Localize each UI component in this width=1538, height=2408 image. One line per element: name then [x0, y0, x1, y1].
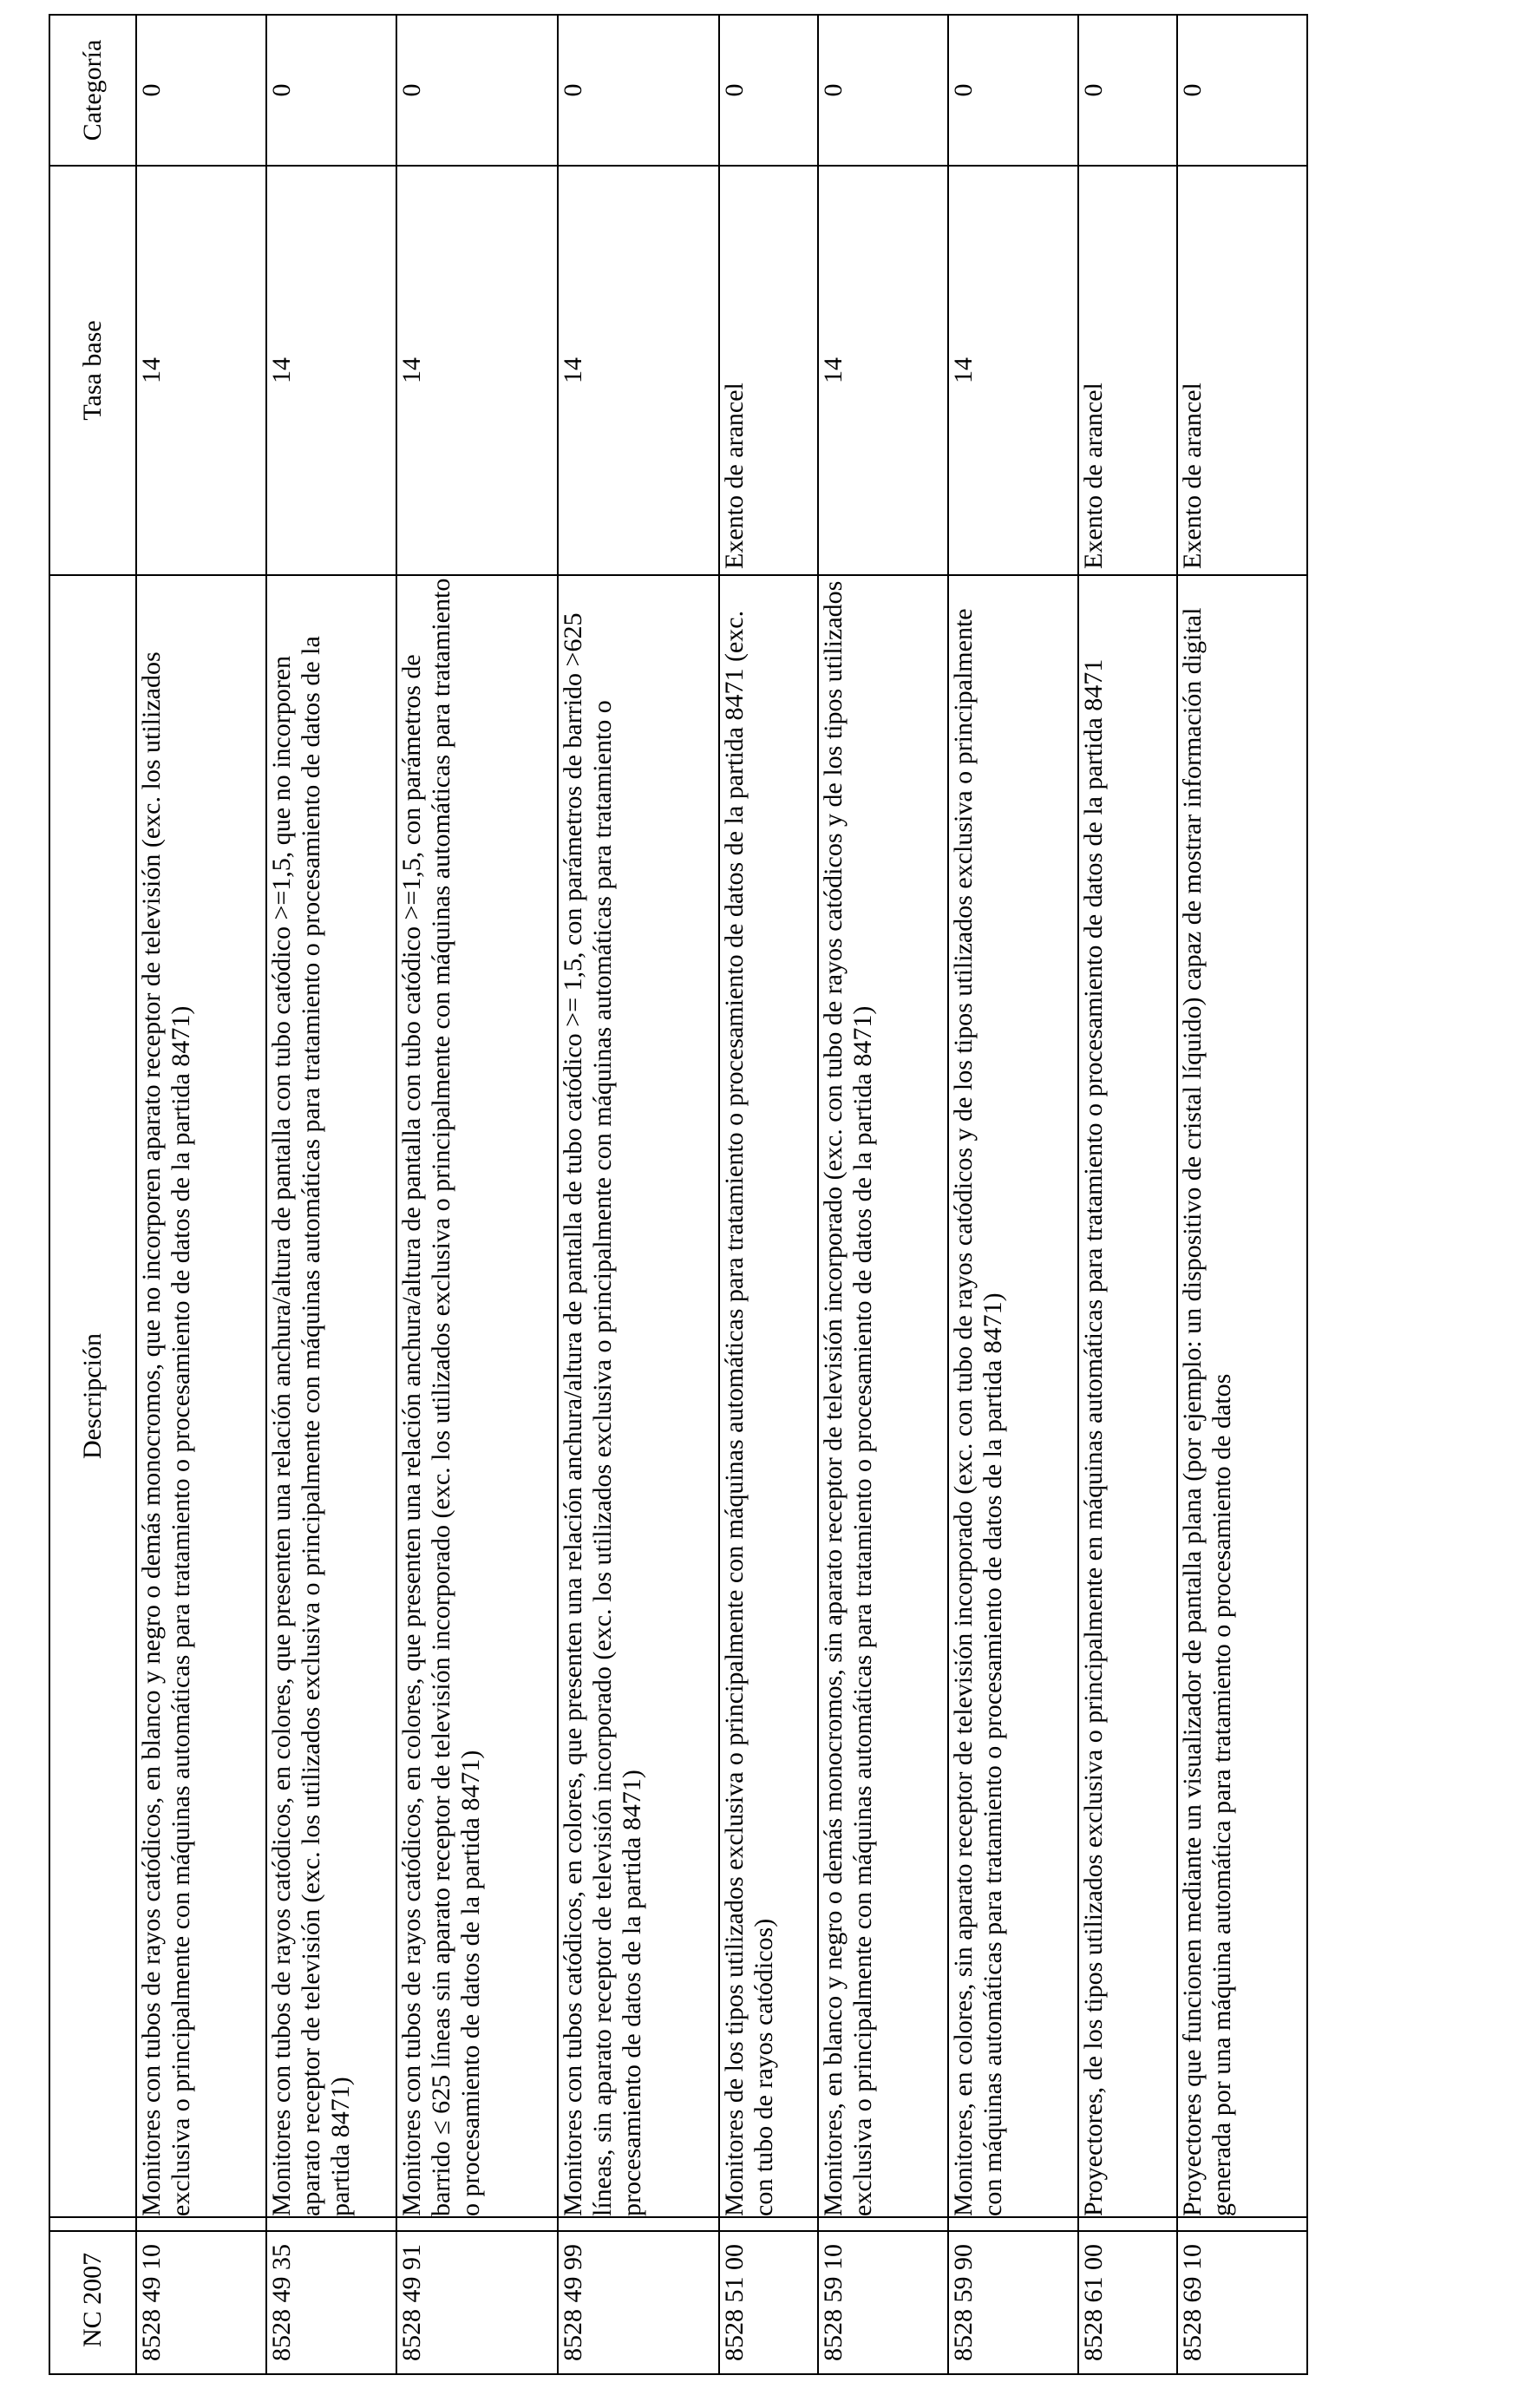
row-code: 8528 49 99 [558, 2231, 719, 2374]
row-description: Monitores, en colores, sin aparato receptor de televisión incorporado (exc. con tubo de rayos catódicos y de los tipos utilizados exclusiva o principalmente con máquinas automáticas para tratamiento o procesamiento de datos de la partida 8471) [948, 575, 1078, 2217]
table-row [396, 15, 558, 2374]
row-code: 8528 61 00 [1078, 2231, 1177, 2374]
row-base-rate: 14 [948, 166, 1078, 575]
row-base-rate: Exento de arancel [719, 166, 818, 575]
row-code: 8528 49 35 [266, 2231, 396, 2374]
row-spacer [1177, 2217, 1307, 2231]
row-category: 0 [948, 15, 1078, 166]
row-category: 0 [1177, 15, 1307, 166]
row-base-rate: 14 [558, 166, 719, 575]
row-spacer [948, 2217, 1078, 2231]
row-category: 0 [558, 15, 719, 166]
rotated-table-container [49, 16, 1306, 2375]
header-spacer [49, 2217, 136, 2231]
table-row [136, 15, 266, 2374]
row-description: Proyectores, de los tipos utilizados exclusiva o principalmente en máquinas automáticas para tratamiento o procesamiento de datos de la partida 8471 [1078, 575, 1177, 2217]
row-code: 8528 69 10 [1177, 2231, 1307, 2374]
row-category: 0 [818, 15, 948, 166]
row-base-rate: Exento de arancel [1177, 166, 1307, 575]
row-base-rate: 14 [818, 166, 948, 575]
row-spacer [266, 2217, 396, 2231]
row-spacer [558, 2217, 719, 2231]
row-code: 8528 59 10 [818, 2231, 948, 2374]
header-code: NC 2007 [49, 2231, 136, 2374]
row-category: 0 [396, 15, 558, 166]
row-code: 8528 51 00 [719, 2231, 818, 2374]
row-category: 0 [1078, 15, 1177, 166]
header-base-rate: Tasa base [49, 166, 136, 575]
row-base-rate: 14 [136, 166, 266, 575]
header-category: Categoría [49, 15, 136, 166]
row-spacer [719, 2217, 818, 2231]
table-row [1078, 15, 1177, 2374]
row-description: Monitores con tubos de rayos catódicos, en blanco y negro o demás monocromos, que no incorporen aparato receptor de televisión (exc. los utilizados exclusiva o principalmente con máquinas automáticas para tratamiento o procesamiento de datos de la partida 8471) [136, 575, 266, 2217]
row-base-rate: 14 [396, 166, 558, 575]
row-description: Monitores con tubos de rayos catódicos, en colores, que presenten una relación anchura/altura de pantalla con tubo catódico >=1,5, con parámetros de barrido ≤ 625 líneas sin aparato receptor de televisión incorporado (exc. los utilizados exclusiva o principalmente con máquinas automáticas para tratamiento o procesamiento de datos de la partida 8471) [396, 575, 558, 2217]
row-spacer [1078, 2217, 1177, 2231]
table-header-row [49, 15, 136, 2374]
row-category: 0 [719, 15, 818, 166]
row-description: Monitores con tubos catódicos, en colores, que presenten una relación anchura/altura de pantalla de tubo catódico >= 1,5, con parámetros de barrido >625 líneas, sin aparato receptor de televisión incorporado (exc. los utilizados exclusiva o principalmente con máquinas automáticas para tratamiento o procesamiento de datos de la partida 8471) [558, 575, 719, 2217]
row-description: Monitores, en blanco y negro o demás monocromos, sin aparato receptor de televisión incorporado (exc. con tubo de rayos catódicos y de los tipos utilizados exclusiva o principalmente con máquinas automáticas para tratamiento o procesamiento de datos de la partida 8471) [818, 575, 948, 2217]
row-base-rate: 14 [266, 166, 396, 575]
table-row [1177, 15, 1307, 2374]
table-row [719, 15, 818, 2374]
table-row [948, 15, 1078, 2374]
row-spacer [396, 2217, 558, 2231]
row-category: 0 [136, 15, 266, 166]
row-code: 8528 49 10 [136, 2231, 266, 2374]
row-category: 0 [266, 15, 396, 166]
table-row [266, 15, 396, 2374]
row-description: Monitores de los tipos utilizados exclusiva o principalmente con máquinas automáticas para tratamiento o procesamiento de datos de la partida 8471 (exc. con tubo de rayos catódicos) [719, 575, 818, 2217]
tariff-table [49, 14, 1308, 2375]
row-base-rate: Exento de arancel [1078, 166, 1177, 575]
row-code: 8528 59 90 [948, 2231, 1078, 2374]
row-code: 8528 49 91 [396, 2231, 558, 2374]
table-row [818, 15, 948, 2374]
table-row [558, 15, 719, 2374]
row-description: Monitores con tubos de rayos catódicos, en colores, que presenten una relación anchura/altura de pantalla con tubo catódico >=1,5, que no incorporen aparato receptor de televisión (exc. los utilizados exclusiva o principalmente con máquinas automáticas para tratamiento o procesamiento de datos de la partida 8471) [266, 575, 396, 2217]
header-description: Descripción [49, 575, 136, 2217]
row-spacer [136, 2217, 266, 2231]
row-description: Proyectores que funcionen mediante un visualizador de pantalla plana (por ejemplo: un dispositivo de cristal líquido) capaz de mostrar información digital generada por una máquina automática para tratamiento o procesamiento de datos [1177, 575, 1307, 2217]
row-spacer [818, 2217, 948, 2231]
